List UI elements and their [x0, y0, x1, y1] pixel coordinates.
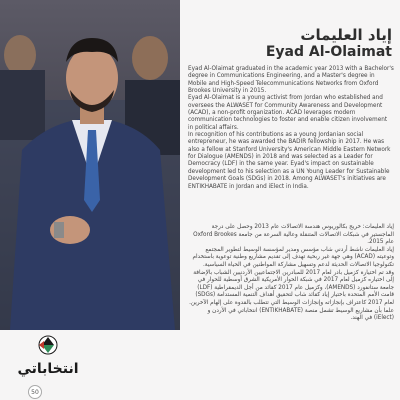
- portrait-photo: [0, 0, 180, 330]
- bio-arabic-paragraph: علما بأن مشاريع الوسيط تشمل منصة (ENTIKHABATE) انتخاباتي في الأردن و (iElect) في الهند.: [207, 307, 394, 322]
- bio-section: [188, 0, 394, 400]
- svg-text:انتخاباتي: انتخاباتي: [17, 361, 79, 377]
- bio-arabic-paragraph: وقد تم اختيارة كزميل بادر لعام 2017 للمبادرين الاجتماعيين الأردنيين الشباب بالإضافة إلى اختياره كزميل لعام 2017 في شبكة الحوار الأمريكية الشرق أوسطية للحوار في جامعة ستانفورد (AMENDS)، وكزميل عام 2017 كقائد من أجل الديمقراطية (LDF): [193, 269, 394, 291]
- page-number: 50: [28, 385, 42, 399]
- bio-arabic-paragraph: قامت الأمم المتحدة باختيار إياد كقائد شاب لتحقيق أهداف التنمية المستدامة (SDGs) لعام 2017 كاعتراف بإنجازاته وإنجازات الوسيط التي تتطلب بالقدوة على إلهام الآخرين.: [189, 292, 394, 306]
- bio-english-paragraph: In recognition of his contributions as a young Jordanian social entrepreneur, he was awarded the BADIR fellowship in 2017. He was also a fellow at Stanford University's American Middle Eastern Network for Dialogue (AMENDS) in 2018 and was selected as a Leader for Democracy (LDF) in the same year. Eyad's impact on sustainable development led to his selection as a UN Young Leader for Sustainable Development Goals (SDGs) in 2018. Among ALWASET's initiatives are ENTIKHABATE in Jordan and iElect in India.: [188, 132, 391, 190]
- bio-arabic: [188, 224, 394, 323]
- entikhabate-logo: [8, 333, 88, 391]
- bio-arabic-paragraph: إياد العليمات ناشط أردني شاب مؤسس ومدير لمؤسسة الوسيط لتطوير المجتمع وتوعيته (ACAD) وهي جهة غير ربحية تهدف إلى تقديم مشاريع وطنية توعوية باستخدام تكنولوجيا الاتصالات الحديثة لدعم وتسهيل مشاركة المواطنين في الحياة السياسية.: [192, 246, 394, 268]
- bio-arabic-paragraph: إياد العليمات: خريج بكالوريوس هندسة الاتصالات عام 2013 وحصل على درجة الماجستير في شبكات الاتصالات المتنقلة وعالية السرعة من جامعة Oxford Brookes عام 2015.: [193, 224, 394, 246]
- bio-english: [188, 66, 394, 191]
- person-name-arabic: إياد العليمات: [300, 26, 392, 44]
- person-name-english: Eyad Al-Olaimat: [265, 44, 392, 60]
- bio-english-paragraph: Eyad Al-Olaimat graduated in the academic year 2013 with a Bachelor's degree in Communications Engineering, and a Master's degree in Mobile and High-Speed Telecommunications Networks from Oxford Brookes University in 2015.: [188, 66, 394, 95]
- bio-english-paragraph: Eyad Al-Olaimat is a young activist from Jordan who established and oversees the ALWASET for Community Awareness and Development (ACAD), a non-profit organization. ACAD leverages modern communication technologies to foster and enable citizen involvement in political affairs.: [188, 95, 388, 131]
